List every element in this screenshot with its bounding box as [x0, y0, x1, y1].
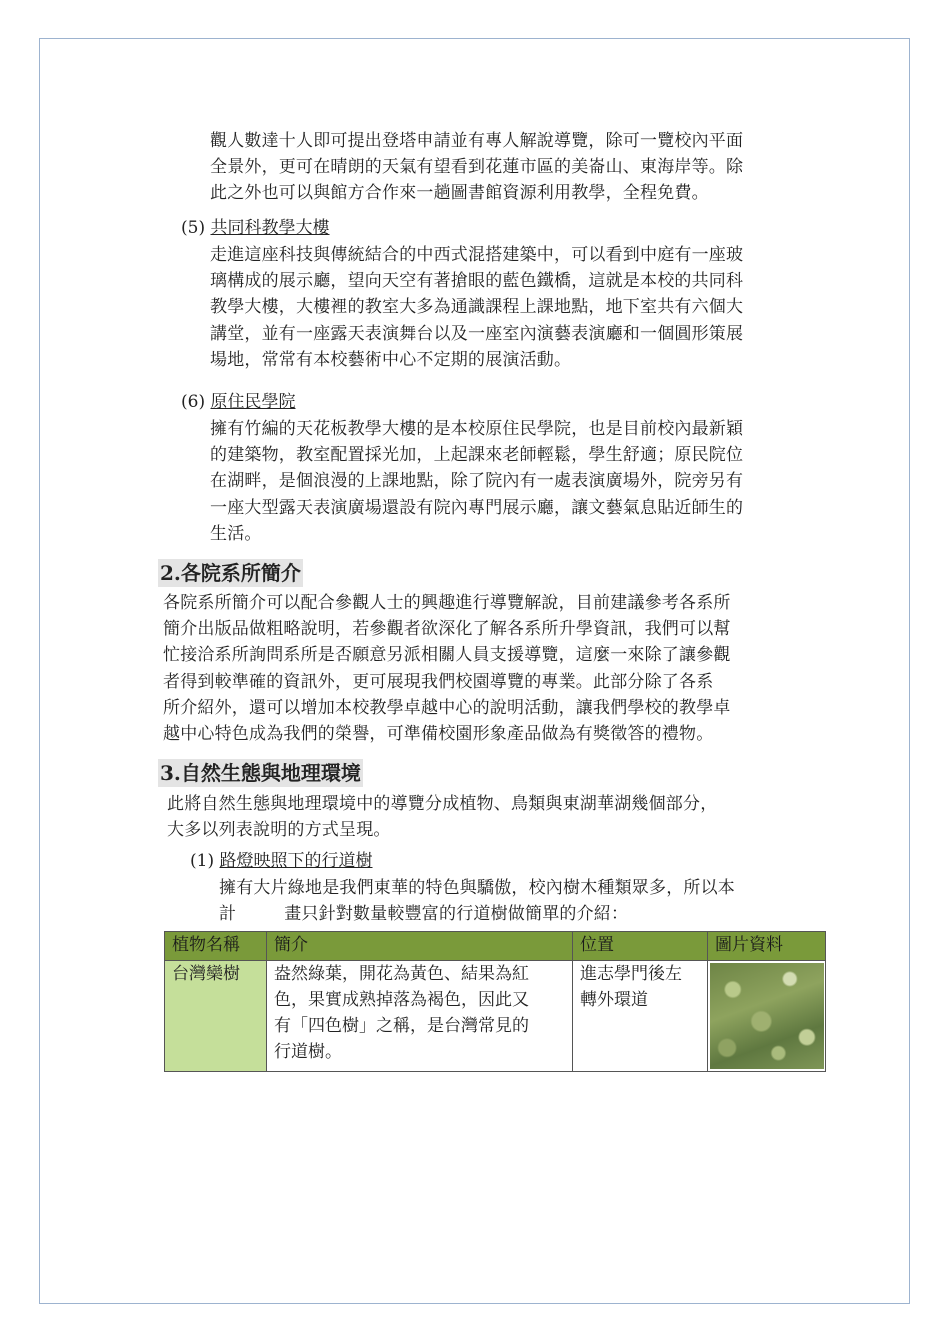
text-line: 此之外也可以與館方合作來一趟圖書館資源利用教學，全程免費。 [210, 183, 709, 204]
text-line: 觀人數達十人即可提出登塔申請並有專人解說導覽，除可一覽校內平面 [210, 131, 744, 151]
column-header: 圖片資料 [708, 932, 826, 961]
text-line: 盎然綠葉，開花為黃色、結果為紅 [274, 964, 529, 984]
text-line: 擁有竹編的天花板教學大樓的是本校原住民學院，也是目前校內最新穎 [210, 419, 744, 439]
text-line: 者得到較準確的資訊外，更可展現我們校園導覽的專業。此部分除了各系 [163, 671, 714, 692]
item-number: (5) [181, 218, 206, 238]
item-title: 原住民學院 [210, 392, 296, 412]
section-3-paragraph [167, 791, 717, 843]
column-header: 簡介 [267, 932, 573, 961]
text-line: 轉外環道 [580, 990, 648, 1010]
text-line: 璃構成的展示廳，望向天空有著搶眼的藍色鐵橋，這就是本校的共同科 [210, 271, 744, 292]
plant-intro-cell [267, 961, 573, 1072]
text-line: 全景外，更可在晴朗的天氣有望看到花蓮市區的美崙山、東海岸等。除 [210, 157, 744, 178]
text-line: 擁有大片綠地是我們東華的特色與驕傲，校內樹木種類眾多，所以本 [219, 878, 735, 898]
text-line: 進志學門後左 [580, 964, 682, 984]
table-row [165, 961, 826, 1072]
text-line: 有「四色樹」之稱，是台灣常見的 [274, 1016, 529, 1036]
text-line: 的建築物，教室配置採光加，上起課來老師輕鬆，學生舒適；原民院位 [210, 445, 744, 466]
text-line: 簡介出版品做粗略說明，若參觀者欲深化了解各系所升學資訊，我們可以幫 [163, 619, 731, 640]
plant-photo-cell [708, 961, 826, 1072]
section-3-item-1-heading [190, 848, 373, 874]
item-title: 共同科教學大樓 [210, 218, 330, 238]
section-2-paragraph [163, 590, 731, 747]
text-line [219, 901, 735, 927]
section-2-heading: 2.各院系所簡介 [160, 561, 301, 585]
item-number: (1) [190, 851, 215, 871]
text-line: 講堂，並有一座露天表演舞台以及一座室內演藝表演廳和一個圓形策展 [210, 323, 744, 344]
text-fragment: 計 [219, 904, 237, 925]
text-line: 色，果實成熟掉落為褐色，因此又 [274, 990, 529, 1010]
table-header-row [165, 932, 826, 961]
text-line: 場地，常常有本校藝術中心不定期的展演活動。 [210, 349, 572, 370]
street-tree-table [164, 931, 826, 1072]
section-3-heading: 3.自然生態與地理環境 [160, 761, 361, 785]
plant-name-cell: 台灣欒樹 [165, 961, 267, 1072]
column-header: 位置 [573, 932, 708, 961]
text-line: 在湖畔，是個浪漫的上課地點，除了院內有一處表演廣場外，院旁另有 [210, 471, 744, 492]
plant-location-cell [573, 961, 708, 1072]
text-line: 教學大樓，大樓裡的教室大多為通識課程上課地點，地下室共有六個大 [210, 297, 744, 318]
text-line: 一座大型露天表演廣場還設有院內專門展示廳，讓文藝氣息貼近師生的 [210, 497, 744, 518]
item-6-paragraph [210, 416, 743, 547]
item-title: 路燈映照下的行道樹 [219, 851, 373, 871]
intro-paragraph [210, 128, 743, 207]
text-fragment: 畫只針對數量較豐富的行道樹做簡單的介紹： [284, 904, 629, 925]
column-header: 植物名稱 [165, 932, 267, 961]
text-line: 此將自然生態與地理環境中的導覽分成植物、鳥類與東湖華湖幾個部分， [167, 794, 718, 814]
text-line: 大多以列表說明的方式呈現。 [167, 820, 391, 841]
item-6-heading [181, 389, 296, 415]
text-line: 各院系所簡介可以配合參觀人士的興趣進行導覽解說，目前建議參考各系所 [163, 593, 731, 613]
item-number: (6) [181, 392, 206, 412]
text-line: 越中心特色成為我們的榮譽，可準備校園形象產品做為有獎徵答的禮物。 [163, 724, 714, 745]
text-line: 走進這座科技與傳統結合的中西式混搭建築中，可以看到中庭有一座玻 [210, 245, 744, 265]
text-line: 所介紹外，還可以增加本校教學卓越中心的說明活動，讓我們學校的教學卓 [163, 697, 731, 718]
text-line: 行道樹。 [274, 1042, 342, 1062]
item-5-heading [181, 215, 330, 241]
text-line: 忙接洽系所詢問系所是否願意另派相關人員支援導覽，這麼一來除了讓參觀 [163, 645, 731, 666]
item-5-paragraph [210, 242, 743, 373]
taiwan-goldenrain-tree-photo [710, 963, 824, 1069]
text-line: 生活。 [210, 523, 262, 544]
section-3-item-1-paragraph [219, 875, 735, 927]
